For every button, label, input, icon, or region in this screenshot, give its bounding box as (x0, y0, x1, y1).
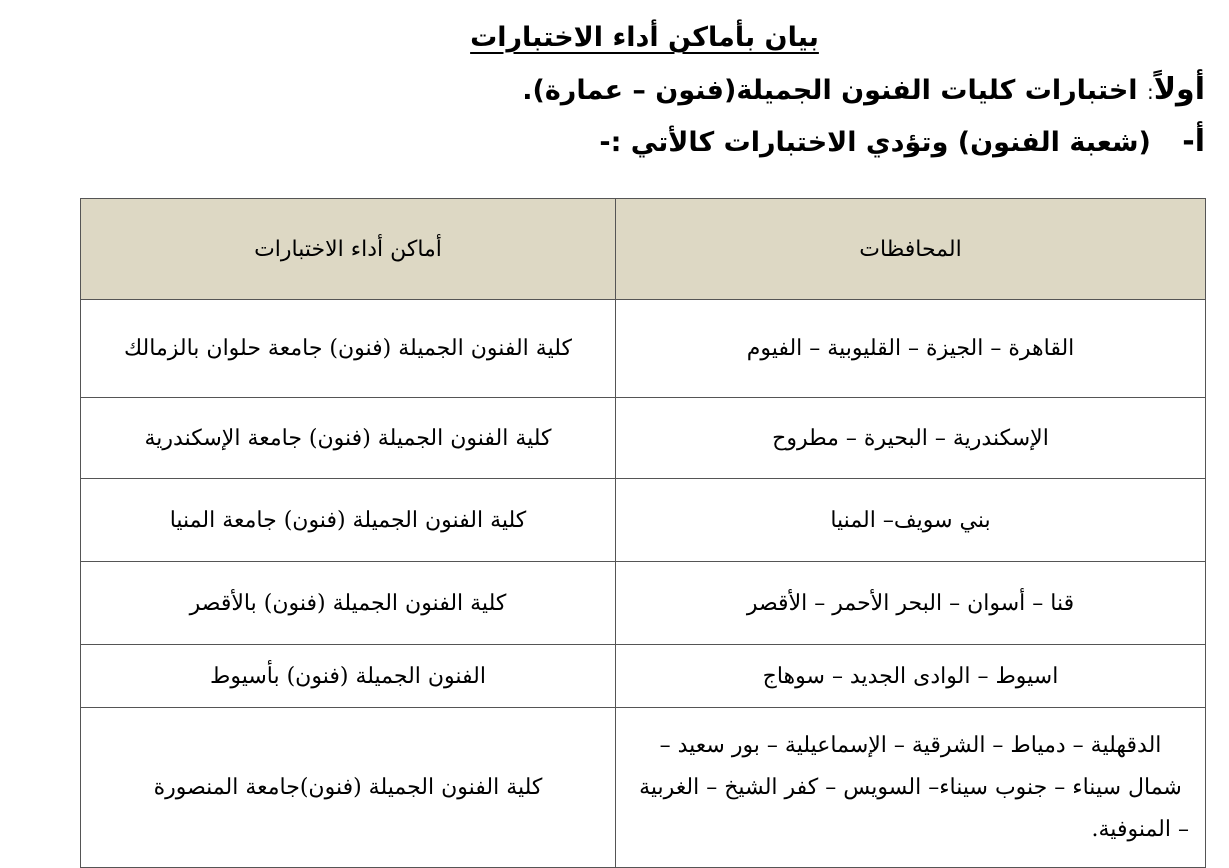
place-cell: كلية الفنون الجميلة (فنون) جامعة الإسكندرية (81, 398, 616, 479)
place-cell: كلية الفنون الجميلة (فنون) جامعة المنيا (81, 479, 616, 562)
table-row (81, 300, 1206, 398)
place-cell: كلية الفنون الجميلة (فنون) بالأقصر (81, 562, 616, 645)
document-title: بيان بأماكن أداء الاختبارات (470, 22, 819, 53)
heading-prefix: أولاً (1153, 72, 1205, 107)
place-cell: كلية الفنون الجميلة (فنون)جامعة المنصورة (81, 708, 616, 868)
governorates-cell: بني سويف– المنيا (616, 479, 1206, 562)
header-governorates: المحافظات (616, 199, 1206, 300)
table-row (81, 708, 1206, 868)
place-cell: الفنون الجميلة (فنون) بأسيوط (81, 645, 616, 708)
table-row (81, 479, 1206, 562)
table-row (81, 645, 1206, 708)
heading-paren: (فنون – عمارة). (522, 75, 737, 106)
exam-places-table (80, 198, 1206, 868)
section-heading-first (522, 70, 1205, 112)
place-cell: كلية الفنون الجميلة (فنون) جامعة حلوان بالزمالك (81, 300, 616, 398)
governorates-cell: الدقهلية – دمياط – الشرقية – الإسماعيلية – بور سعيد – شمال سيناء – جنوب سيناء– السويس – كفر الشيخ – الغربية – المنوفية. (616, 708, 1206, 868)
governorates-cell: قنا – أسوان – البحر الأحمر – الأقصر (616, 562, 1206, 645)
table-row (81, 398, 1206, 479)
table-row (81, 562, 1206, 645)
heading-text: وتؤدي الاختبارات كالأتي :- (599, 127, 949, 158)
table-header-row (81, 199, 1206, 300)
governorates-cell: اسيوط – الوادى الجديد – سوهاج (616, 645, 1206, 708)
heading-paren: (شعبة الفنون) (957, 127, 1151, 158)
heading-colon: : (1146, 80, 1154, 104)
governorates-cell: الإسكندرية – البحيرة – مطروح (616, 398, 1206, 479)
section-heading-second (599, 122, 1205, 163)
governorates-cell: القاهرة – الجيزة – القليوبية – الفيوم (616, 300, 1206, 398)
header-places: أماكن أداء الاختبارات (81, 199, 616, 300)
heading-text: اختبارات كليات الفنون الجميلة (736, 75, 1138, 106)
heading-prefix: أ- (1182, 124, 1205, 159)
